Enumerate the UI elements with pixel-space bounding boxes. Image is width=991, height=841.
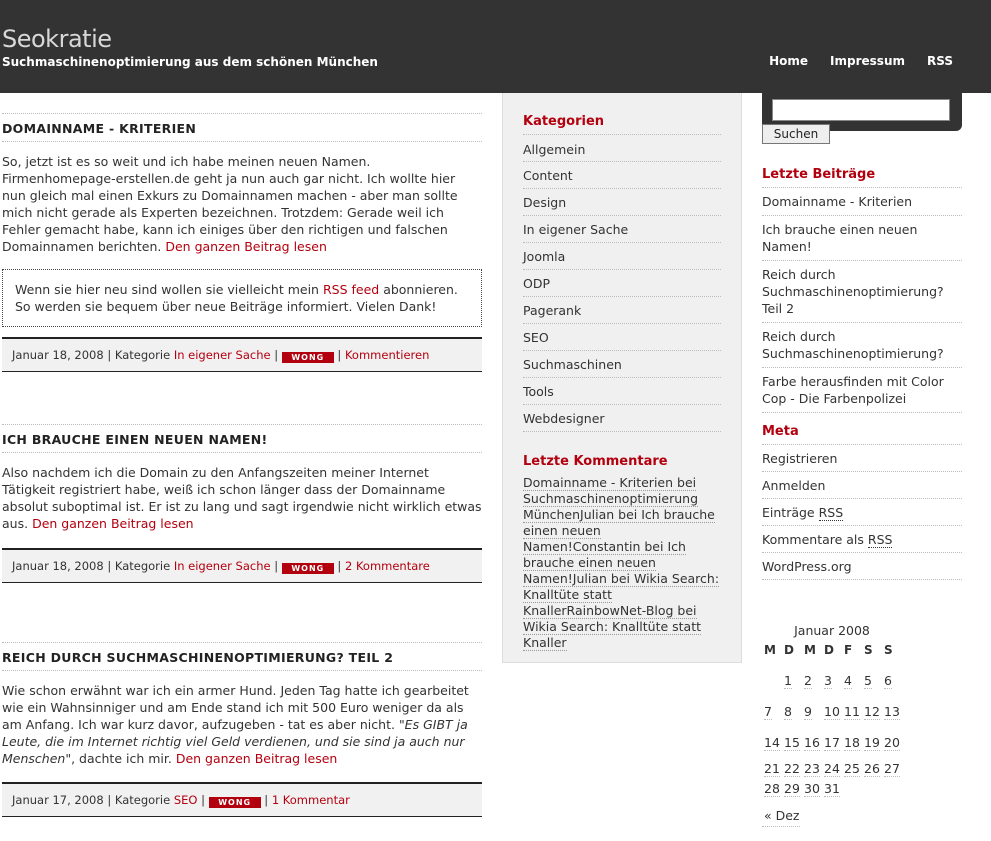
recent-posts-widget <box>762 167 962 413</box>
post-excerpt <box>2 464 482 532</box>
calendar-weekdays <box>762 643 902 665</box>
calendar-day <box>762 665 782 696</box>
wong-bookmark-icon[interactable]: WONG <box>282 563 334 574</box>
post-date: Januar 17, 2008 <box>12 793 104 807</box>
comments-link[interactable]: Kommentieren <box>344 348 430 362</box>
calendar-day-number: 22 <box>784 760 800 776</box>
category-item[interactable]: Allgemein <box>523 135 721 162</box>
recent-post-item[interactable]: Ich brauche einen neuen Namen! <box>762 216 962 261</box>
category-label: Kategorie <box>114 348 171 362</box>
calendar-week <box>762 727 902 758</box>
category-item[interactable]: Content <box>523 162 721 189</box>
weekday: S <box>864 643 874 657</box>
post-quote: "Es GIBT ja Leute, die im Internet richtig viel Geld verdienen, und sie sind ja auch nur Menschen" <box>2 717 468 766</box>
calendar-day-number: 6 <box>884 673 892 688</box>
calendar-day-number: 15 <box>784 735 800 750</box>
post-title[interactable]: REICH DURCH SUCHMASCHINENOPTIMIERUNG? TEIL 2 <box>2 642 482 671</box>
calendar-day-number: 17 <box>824 735 840 750</box>
category-link[interactable]: In eigener Sache <box>173 348 271 362</box>
recent-post-item[interactable]: Farbe herausfinden mit Color Cop - Die Farbenpolizei <box>762 368 962 413</box>
calendar-day <box>802 727 822 758</box>
recent-posts-list <box>762 188 962 413</box>
search-button[interactable]: Suchen <box>762 124 830 144</box>
rss-abbr: RSS <box>818 505 844 520</box>
post <box>2 113 482 372</box>
sidebar-middle <box>502 93 742 663</box>
post-meta: Januar 17, 2008 | Kategorie SEO | WONG | 1 Kommentar <box>2 782 482 817</box>
calendar-day <box>762 727 782 758</box>
calendar-day <box>862 665 882 696</box>
post-date: Januar 18, 2008 <box>12 348 104 362</box>
calendar-day-number: 4 <box>844 673 852 688</box>
wong-bookmark-icon[interactable]: WONG <box>209 797 261 808</box>
wong-bookmark-icon[interactable]: WONG <box>282 352 334 363</box>
calendar-day-number: 16 <box>804 735 820 750</box>
calendar-day <box>782 665 802 696</box>
calendar-day <box>882 727 902 758</box>
calendar-day <box>762 758 782 778</box>
calendar-day-number: 13 <box>884 704 900 719</box>
calendar-day-number: 30 <box>804 780 820 796</box>
site-description: Suchmaschinenoptimierung aus dem schönen München <box>2 55 378 69</box>
category-item[interactable]: In eigener Sache <box>523 216 721 243</box>
entries-rss-label: Einträge <box>762 505 815 520</box>
register-link[interactable]: Registrieren <box>762 445 962 472</box>
read-more-link[interactable]: Den ganzen Beitrag lesen <box>32 516 194 531</box>
rss-notice-text: Wenn sie hier neu sind wollen sie vielleicht mein <box>15 282 319 297</box>
calendar-day-number: 25 <box>844 760 860 776</box>
category-item[interactable]: Suchmaschinen <box>523 351 721 378</box>
category-item[interactable]: Design <box>523 189 721 216</box>
category-item[interactable]: Joomla <box>523 243 721 270</box>
recent-comments-heading: Letzte Kommentare <box>523 454 668 469</box>
category-label: Kategorie <box>114 559 171 573</box>
calendar-day <box>782 758 802 778</box>
post-text: So, jetzt ist es so weit und ich habe meinen neuen Namen. Firmenhomepage-erstellen.de geht ja nun auch gar nicht. Ich wollte hier nun gleich mal einen Exkurs zu Domainnamen machen - aber man sollte mich nicht gerade als Experten bezeichnen. Trotzdem: Gerade weil ich Fehler gemacht habe, kann ich einiges über den richtigen und falschen Domainnamen berichten. <box>2 154 458 254</box>
calendar-day-number: 31 <box>824 780 840 796</box>
calendar-week <box>762 665 902 696</box>
calendar-day <box>862 727 882 758</box>
nav-home[interactable]: Home <box>769 54 809 68</box>
login-link[interactable]: Anmelden <box>762 472 962 499</box>
post-text: Also nachdem ich die Domain zu den Anfangszeiten meiner Internet Tätigkeit registriert habe, weiß ich schon länger dass der Domainname absolut suboptimal ist. Er ist zu lang und sagt irgendwie nicht wirklich etwas aus. <box>2 465 482 531</box>
calendar-day <box>762 696 782 727</box>
calendar-table <box>762 643 902 798</box>
weekday: S <box>884 643 894 657</box>
calendar-body <box>762 665 902 798</box>
calendar-day <box>882 696 902 727</box>
category-item[interactable]: ODP <box>523 270 721 297</box>
read-more-link[interactable]: Den ganzen Beitrag lesen <box>165 239 327 254</box>
calendar-day <box>822 727 842 758</box>
rss-notice-text-end: abonnieren. So werden sie bequem über neue Beiträge informiert. Vielen Dank! <box>15 282 458 314</box>
calendar-day <box>862 758 882 778</box>
post-title[interactable]: ICH BRAUCHE EINEN NEUEN NAMEN! <box>2 424 482 453</box>
calendar-day <box>802 758 822 778</box>
weekday: F <box>844 643 854 657</box>
main-nav <box>747 54 953 68</box>
post-meta: Januar 18, 2008 | Kategorie In eigener Sache | WONG | 2 Kommentare <box>2 548 482 583</box>
comments-rss-link[interactable] <box>762 526 962 553</box>
rss-notice <box>2 269 482 327</box>
calendar-day <box>782 696 802 727</box>
calendar-day-number: 23 <box>804 760 820 776</box>
weekday: M <box>804 643 817 657</box>
category-link[interactable]: SEO <box>173 793 198 807</box>
post-excerpt <box>2 682 482 767</box>
meta-heading: Meta <box>762 424 962 445</box>
calendar-prev-link[interactable]: « Dez <box>762 808 800 827</box>
recent-post-item[interactable]: Domainname - Kriterien <box>762 188 962 216</box>
categories-widget <box>523 114 721 432</box>
calendar-day <box>862 696 882 727</box>
category-link[interactable]: In eigener Sache <box>173 559 271 573</box>
calendar-day <box>802 665 822 696</box>
post-meta: Januar 18, 2008 | Kategorie In eigener Sache | WONG | Kommentieren <box>2 337 482 372</box>
entries-rss-link[interactable] <box>762 499 962 526</box>
calendar-day <box>822 778 842 798</box>
calendar-day-number: 9 <box>804 704 812 719</box>
calendar-day <box>862 778 882 798</box>
calendar-caption: Januar 2008 <box>794 623 870 638</box>
calendar-day <box>802 778 822 798</box>
category-item[interactable]: Pagerank <box>523 297 721 324</box>
calendar-day-number: 27 <box>884 760 900 776</box>
category-item[interactable]: Tools <box>523 378 721 405</box>
calendar-day <box>822 696 842 727</box>
category-item[interactable]: Webdesigner <box>523 405 721 432</box>
calendar-day <box>842 696 862 727</box>
search-input[interactable] <box>772 99 950 121</box>
calendar-day-number: 11 <box>844 704 860 719</box>
calendar-day-number: 26 <box>864 760 880 776</box>
calendar-day-number: 7 <box>764 704 772 719</box>
post <box>2 424 482 583</box>
calendar-day <box>882 665 902 696</box>
calendar-day-number: 3 <box>824 673 832 688</box>
post-date: Januar 18, 2008 <box>12 559 104 573</box>
post-text-end: , dachte ich mir. <box>71 751 172 766</box>
wordpress-link[interactable]: WordPress.org <box>762 553 962 580</box>
category-item[interactable]: SEO <box>523 324 721 351</box>
rss-abbr: RSS <box>867 532 893 547</box>
weekday: M <box>764 643 777 657</box>
calendar-week <box>762 696 902 727</box>
meta-widget <box>762 424 962 580</box>
calendar-day-number: 12 <box>864 704 880 719</box>
calendar-week <box>762 778 902 798</box>
recent-post-item[interactable]: Reich durch Suchmaschinenoptimierung? Teil 2 <box>762 261 962 323</box>
calendar-week <box>762 758 902 778</box>
calendar-day-number: 10 <box>824 704 840 719</box>
read-more-link[interactable]: Den ganzen Beitrag lesen <box>175 751 338 766</box>
recent-posts-heading: Letzte Beiträge <box>762 167 962 188</box>
calendar-day-number: 2 <box>804 673 812 688</box>
comments-link[interactable]: 2 Kommentare <box>344 559 430 573</box>
recent-comments-widget <box>523 454 721 651</box>
calendar-day <box>762 778 782 798</box>
calendar-day <box>782 778 802 798</box>
weekday: D <box>824 643 835 657</box>
calendar-day-number: 28 <box>764 780 780 796</box>
calendar-day-number: 21 <box>764 760 780 776</box>
post-title[interactable]: DOMAINNAME - KRITERIEN <box>2 113 482 142</box>
calendar-day-number: 29 <box>784 780 800 796</box>
post-text: Wie schon erwähnt war ich ein armer Hund. Jeden Tag hatte ich gearbeitet wie ein Wahnsinniger und am Ende stand ich mit 500 Euro weniger da als am Anfang. Ich war kurz davor, aufzugeben - tat es aber nicht. <box>2 683 469 732</box>
calendar-day <box>842 665 862 696</box>
calendar-day <box>842 758 862 778</box>
calendar-day <box>882 758 902 778</box>
category-label: Kategorie <box>114 793 171 807</box>
site-title[interactable]: Seokratie <box>2 25 112 53</box>
categories-heading: Kategorien <box>523 114 721 135</box>
recent-comments-text[interactable]: Domainname - Kriterien bei Suchmaschinenoptimierung MünchenJulian bei Ich brauche einen neuen Namen!Constantin bei Ich brauche einen neuen Namen!Julian bei Wikia Search: Knalltüte statt KnallerRainbowNet-Blog bei Wikia Search: Knalltüte statt Knaller <box>523 475 720 650</box>
nav-rss[interactable]: RSS <box>927 54 953 68</box>
calendar-day <box>822 758 842 778</box>
meta-list <box>762 445 962 580</box>
calendar-day-number: 8 <box>784 704 792 719</box>
calendar-day <box>802 696 822 727</box>
comments-link[interactable]: 1 Kommentar <box>271 793 350 807</box>
site-header <box>0 0 991 93</box>
post-excerpt <box>2 153 482 255</box>
calendar-day-number: 19 <box>864 735 880 750</box>
calendar-day-number: 5 <box>864 673 872 688</box>
post <box>2 642 482 817</box>
calendar-day <box>822 665 842 696</box>
calendar-day-number: 14 <box>764 735 780 750</box>
calendar-day <box>882 778 902 798</box>
recent-comments-list <box>523 475 721 651</box>
categories-list <box>523 135 721 432</box>
recent-post-item[interactable]: Reich durch Suchmaschinenoptimierung? <box>762 323 962 368</box>
calendar-day <box>782 727 802 758</box>
calendar-day-number: 24 <box>824 760 840 776</box>
calendar-day-number: 18 <box>844 735 860 750</box>
calendar-widget <box>762 623 962 827</box>
comments-rss-label: Kommentare als <box>762 532 864 547</box>
nav-impressum[interactable]: Impressum <box>830 54 905 68</box>
calendar-day-number: 20 <box>884 735 900 750</box>
calendar-day <box>842 778 862 798</box>
calendar-day-number: 1 <box>784 673 792 688</box>
calendar-day <box>842 727 862 758</box>
weekday: D <box>784 643 795 657</box>
rss-feed-link[interactable]: RSS feed <box>322 282 380 297</box>
